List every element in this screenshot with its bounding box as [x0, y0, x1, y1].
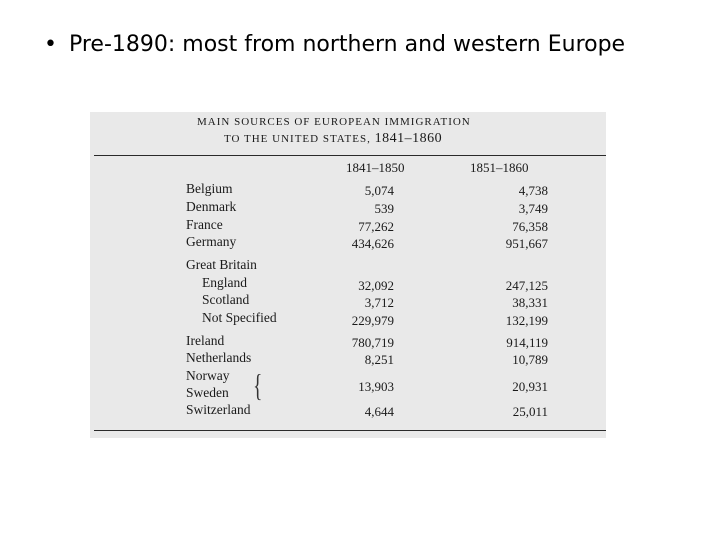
- row-value-1841-1850: 3,712: [364, 295, 394, 310]
- row-label: Sweden: [186, 385, 229, 400]
- row-value-1851-1860: 247,125: [505, 278, 548, 293]
- column-header-1851-1860: 1851–1860: [470, 160, 529, 175]
- row-label: France: [186, 217, 223, 232]
- row-label: Germany: [186, 234, 237, 249]
- row-label: Denmark: [186, 199, 237, 214]
- row-value-1841-1850: 32,092: [358, 278, 394, 293]
- row-label: Belgium: [186, 181, 233, 196]
- row-value-1851-1860: 10,789: [512, 352, 548, 367]
- row-value-1841-1850: 229,979: [351, 313, 394, 328]
- bullet-line: [44, 32, 625, 57]
- row-value-1851-1860: 20,931: [512, 379, 548, 394]
- row-value-1851-1860: 4,738: [518, 183, 548, 198]
- row-value-1851-1860: 25,011: [512, 404, 548, 419]
- row-value-1841-1850: 13,903: [358, 379, 394, 394]
- column-header-1841-1850: 1841–1850: [346, 160, 405, 175]
- row-value-1851-1860: 3,749: [518, 201, 548, 216]
- row-label: Not Specified: [202, 310, 277, 325]
- row-value-1841-1850: 77,262: [358, 219, 394, 234]
- table-title-years: 1841–1860: [374, 131, 443, 146]
- row-value-1841-1850: 5,074: [364, 183, 394, 198]
- row-value-1841-1850: 780,719: [351, 335, 394, 350]
- row-value-1841-1850: 4,644: [364, 404, 394, 419]
- row-value-1851-1860: 914,119: [506, 335, 548, 350]
- row-value-1851-1860: 951,667: [505, 236, 548, 251]
- bullet-dot: •: [44, 32, 57, 57]
- row-value-1851-1860: 76,358: [512, 219, 548, 234]
- row-value-1841-1850: 539: [374, 201, 394, 216]
- row-value-1841-1850: 8,251: [364, 352, 394, 367]
- row-value-1851-1860: 38,331: [512, 295, 548, 310]
- row-label: Ireland: [186, 333, 225, 348]
- row-label: England: [202, 275, 247, 290]
- table-title-text: TO THE UNITED STATES,: [224, 133, 371, 145]
- table-title-line2: [224, 131, 442, 147]
- bullet-text: Pre-1890: most from northern and western Europe: [68, 32, 626, 57]
- row-label: Scotland: [202, 292, 250, 307]
- row-value-1841-1850: 434,626: [351, 236, 394, 251]
- row-label: Switzerland: [186, 402, 251, 417]
- immigration-table-image: [90, 112, 606, 438]
- row-label: Great Britain: [186, 257, 257, 272]
- row-value-1851-1860: 132,199: [505, 313, 548, 328]
- bottom-rule: [94, 430, 606, 431]
- table-title-line1: MAIN SOURCES OF EUROPEAN IMMIGRATION: [197, 116, 471, 128]
- row-label: Norway: [186, 368, 230, 383]
- top-rule: [94, 155, 606, 156]
- row-label: Netherlands: [186, 350, 252, 365]
- brace-icon: {: [253, 367, 263, 403]
